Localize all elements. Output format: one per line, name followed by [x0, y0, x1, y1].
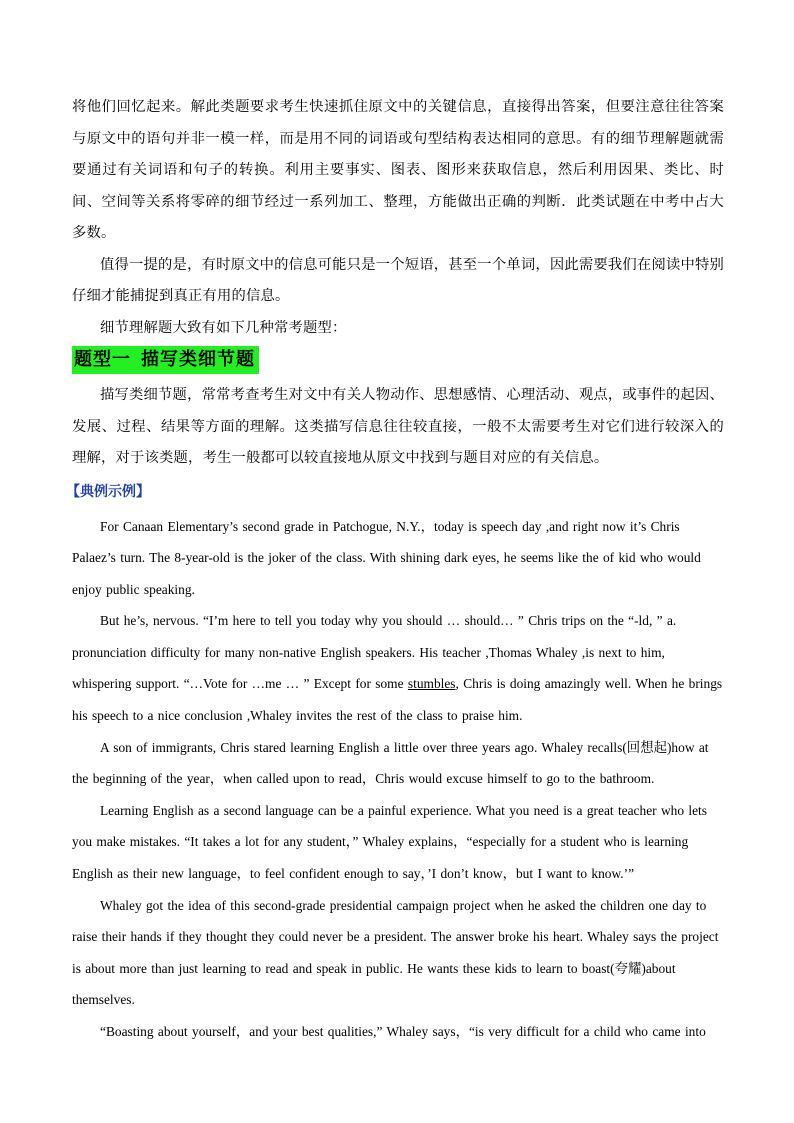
intro-paragraph-types: 细节理解题大致有如下几种常考题型：	[100, 319, 347, 336]
section-description: 描写类细节题，常常考查考生对文中有关人物动作、思想感情、心理活动、观点，或事件的起因、发展、过程、结果等方面的理解。这类描写信息往往较直接，一般不太需要考生对它们进行较深入的理解，对于该类题，考生一般都可以较直接地从原文中找到与题目对应的有关信息。	[72, 387, 724, 466]
section-heading	[72, 346, 259, 374]
passage-paragraph-5: Whaley got the idea of this second-grade presidential campaign project when he asked the children one day to raise their hands if they thought they could never be a president. The answer broke his heart. Whaley says the project is about more than just learning to read and speak in public. He wants these kids to learn to boast(夸耀)about themselves.	[72, 897, 719, 1008]
section-heading-number: 题型一	[74, 349, 131, 370]
intro-paragraph-continued: 将他们回忆起来。解此类题要求考生快速抓住原文中的关键信息，直接得出答案，但要注意往往答案与原文中的语句并非一模一样，而是用不同的词语或句型结构表达相同的意思。有的细节理解题就需要通过有关词语和句子的转换。利用主要事实、图表、图形来获取信息，然后利用因果、类比、时间、空间等关系将零碎的细节经过一系列加工、整理，方能做出正确的判断．此类试题在中考中占大多数。	[72, 99, 724, 241]
passage-paragraph-4: Learning English as a second language can be a painful experience. What you need is a great teacher who lets you make mistakes. “It takes a lot for any student，” Whaley explains，“especially for a student who is learning English as their new language，to feel confident enough to say，’I don’t know，but I want to know.’”	[72, 802, 707, 882]
example-label: 【典例示例】	[66, 483, 150, 500]
passage-paragraph-2	[72, 605, 724, 731]
passage-paragraph-3: A son of immigrants, Chris stared learning English a little over three years ago. Whaley recalls(回想起)how at the beginning of the year，when called upon to read，Chris would excuse himself to go to the bathroom.	[72, 739, 709, 787]
underlined-word-stumbles: stumbles	[407, 676, 456, 692]
passage-paragraph-6: “Boasting about yourself，and your best qualities,” Whaley says，“is very difficult for a child who came into	[100, 1024, 706, 1039]
intro-paragraph-note: 值得一提的是，有时原文中的信息可能只是一个短语，甚至一个单词，因此需要我们在阅读中特别仔细才能捕捉到真正有用的信息。	[72, 256, 724, 304]
passage-paragraph-1: For Canaan Elementary’s second grade in Patchogue, N.Y.，today is speech day ,and right now it’s Chris Palaez’s turn. The 8-year-old is the joker of the class. With shining dark eyes, he seems like the of kid who would enjoy public speaking.	[72, 518, 701, 597]
document-page	[66, 92, 724, 1048]
passage-paragraph-2-part-a: But he’s, nervous. “I’m here to tell you today why you should … should… ” Chris trips on the “-ld, ” a. pronunciation difficulty for many non-native English speakers. His teacher ,Thomas Whaley ,is next to him, whispering support. “…Vote for …me … ” Except for some	[72, 613, 677, 692]
section-heading-row	[72, 346, 724, 376]
passage-paragraph-2-part-b: , Chris is doing amazingly well. When he brings his speech to a nice conclusion ,Whaley invites the rest of the class to praise him.	[72, 676, 723, 724]
section-heading-title: 描写类细节题	[141, 349, 255, 370]
